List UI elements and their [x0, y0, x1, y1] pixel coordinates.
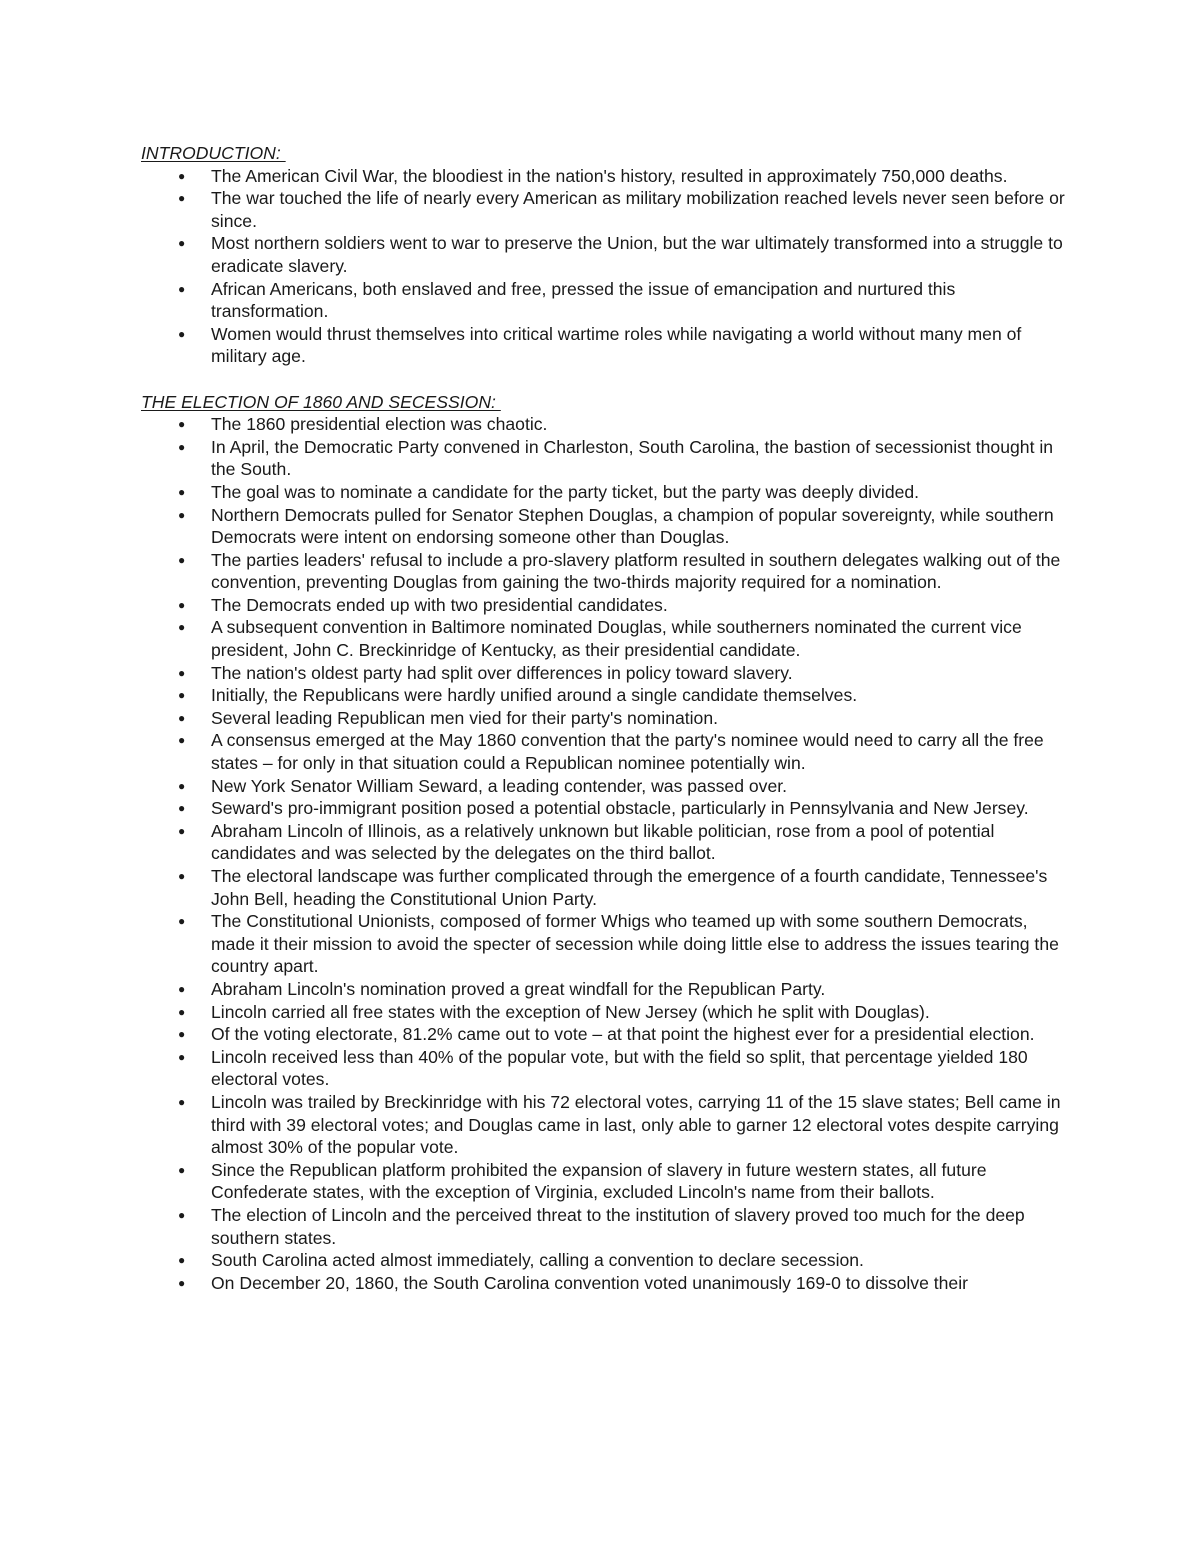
list-item-text: Lincoln was trailed by Breckinridge with his 72 electoral votes, carrying 11 of the 15 slave states; Bell came in third with 39 electoral votes; and Douglas came in last, only able to garner 12 electoral votes despite carrying almost 30% of the popular vote.	[211, 1091, 1061, 1158]
list-item-text: Initially, the Republicans were hardly unified around a single candidate themselves.	[211, 685, 858, 706]
list-item	[141, 413, 1071, 436]
bullet-icon: ●	[178, 710, 186, 725]
bullet-icon: ●	[178, 281, 186, 296]
list-item-text: The Constitutional Unionists, composed of former Whigs who teamed up with some southern Democrats, made it their mission to avoid the specter of secession while doing little else to address the issues tearing the country apart.	[211, 911, 1059, 977]
list-item-text: South Carolina acted almost immediately, calling a convention to declare secession.	[211, 1250, 864, 1271]
bullet-list	[141, 165, 1071, 368]
bullet-icon: ●	[178, 823, 186, 838]
list-item-text: The parties leaders' refusal to include a pro-slavery platform resulted in southern delegates walking out of the convention, preventing Douglas from gaining the two-thirds majority required for a nomination.	[211, 549, 1061, 593]
list-item-text: Abraham Lincoln's nomination proved a great windfall for the Republican Party.	[211, 978, 826, 999]
list-item-text: Women would thrust themselves into critical wartime roles while navigating a world without many men of military age.	[211, 323, 1022, 367]
bullet-icon: ●	[178, 191, 186, 206]
bullet-icon: ●	[178, 597, 186, 612]
bullet-icon: ●	[178, 1004, 186, 1019]
bullet-icon: ●	[178, 484, 186, 499]
list-item	[141, 1159, 1071, 1204]
list-item	[141, 232, 1071, 277]
section-heading: INTRODUCTION:	[141, 143, 286, 163]
bullet-icon: ●	[178, 801, 186, 816]
list-item-text: Of the voting electorate, 81.2% came out to vote – at that point the highest ever for a presidential election.	[211, 1024, 1035, 1045]
list-item	[141, 187, 1071, 232]
bullet-icon: ●	[178, 552, 186, 567]
list-item-text: African Americans, both enslaved and free, pressed the issue of emancipation and nurtured this transformation.	[211, 278, 956, 322]
list-item	[141, 775, 1071, 798]
bullet-icon: ●	[178, 981, 186, 996]
list-item-text: New York Senator William Seward, a leading contender, was passed over.	[211, 775, 788, 796]
list-item-text: In April, the Democratic Party convened in Charleston, South Carolina, the bastion of secessionist thought in the South.	[211, 436, 1054, 480]
list-item	[141, 707, 1071, 730]
list-item-text: The electoral landscape was further complicated through the emergence of a fourth candidate, Tennessee's John Bell, heading the Constitutional Union Party.	[211, 866, 1048, 909]
section-introduction	[141, 142, 1071, 368]
list-item-text: The 1860 presidential election was chaotic.	[211, 414, 548, 435]
list-item	[141, 1001, 1071, 1024]
list-item	[141, 436, 1071, 481]
list-item-text: Seward's pro-immigrant position posed a potential obstacle, particularly in Pennsylvania and New Jersey.	[211, 798, 1029, 819]
list-item	[141, 662, 1071, 685]
list-item	[141, 1091, 1071, 1159]
list-item	[141, 616, 1071, 661]
bullet-icon: ●	[178, 1253, 186, 1268]
list-item-text: On December 20, 1860, the South Carolina convention voted unanimously 169-0 to dissolve their	[211, 1272, 968, 1293]
bullet-icon: ●	[178, 236, 186, 251]
list-item	[141, 797, 1071, 820]
list-item	[141, 684, 1071, 707]
list-item	[141, 729, 1071, 774]
list-item-text: The nation's oldest party had split over differences in policy toward slavery.	[211, 662, 793, 683]
list-item-text: Abraham Lincoln of Illinois, as a relatively unknown but likable politician, rose from a pool of potential candidates and was selected by the delegates on the third ballot.	[211, 820, 995, 864]
list-item	[141, 323, 1071, 368]
list-item	[141, 278, 1071, 323]
bullet-icon: ●	[178, 1207, 186, 1222]
bullet-icon: ●	[178, 417, 186, 432]
section-heading: THE ELECTION OF 1860 AND SECESSION:	[141, 391, 501, 412]
bullet-icon: ●	[178, 507, 186, 522]
list-item	[141, 1023, 1071, 1046]
section-spacer	[141, 368, 1071, 391]
list-item	[141, 978, 1071, 1001]
list-item-text: Several leading Republican men vied for their party's nomination.	[211, 707, 719, 728]
list-item	[141, 1046, 1071, 1091]
list-item	[141, 820, 1071, 865]
list-item-text: The election of Lincoln and the perceived threat to the institution of slavery proved too much for the deep southern states.	[211, 1204, 1025, 1248]
bullet-icon: ●	[178, 1027, 186, 1042]
bullet-icon: ●	[178, 733, 186, 748]
list-item-text: The war touched the life of nearly every American as military mobilization reached levels never seen before or since.	[211, 188, 1065, 231]
list-item-text: Most northern soldiers went to war to preserve the Union, but the war ultimately transformed into a struggle to eradicate slavery.	[211, 233, 1063, 276]
list-item	[141, 594, 1071, 617]
list-item-text: Since the Republican platform prohibited the expansion of slavery in future western states, all future Confederate states, with the exception of Virginia, excluded Lincoln's name from their ballots.	[211, 1159, 987, 1203]
list-item-text: Lincoln carried all free states with the exception of New Jersey (which he split with Douglas).	[211, 1001, 930, 1022]
bullet-icon: ●	[178, 1049, 186, 1064]
bullet-icon: ●	[178, 688, 186, 703]
bullet-icon: ●	[178, 439, 186, 454]
list-item-text: A subsequent convention in Baltimore nominated Douglas, while southerners nominated the current vice president, John C. Breckinridge of Kentucky, as their presidential candidate.	[211, 617, 1022, 661]
bullet-list	[141, 413, 1071, 1294]
list-item-text: The American Civil War, the bloodiest in the nation's history, resulted in approximately 750,000 deaths.	[211, 165, 1008, 186]
document-page	[141, 142, 1071, 1294]
section-election-1860	[141, 391, 1071, 1295]
list-item	[141, 1204, 1071, 1249]
bullet-icon: ●	[178, 869, 186, 883]
bullet-icon: ●	[178, 778, 186, 793]
bullet-icon: ●	[178, 914, 186, 929]
list-item-text: Northern Democrats pulled for Senator Stephen Douglas, a champion of popular sovereignty, while southern Democrats were intent on endorsing someone other than Douglas.	[211, 504, 1054, 548]
bullet-icon: ●	[178, 620, 186, 635]
list-item	[141, 481, 1071, 504]
list-item	[141, 165, 1071, 188]
bullet-icon: ●	[178, 168, 186, 183]
list-item	[141, 910, 1071, 978]
list-item	[141, 1249, 1071, 1272]
list-item	[141, 549, 1071, 594]
list-item-text: The goal was to nominate a candidate for the party ticket, but the party was deeply divided.	[211, 481, 920, 502]
list-item-text: Lincoln received less than 40% of the popular vote, but with the field so split, that percentage yielded 180 electoral votes.	[211, 1046, 1028, 1090]
bullet-icon: ●	[178, 1162, 186, 1177]
list-item-text: The Democrats ended up with two presidential candidates.	[211, 594, 668, 615]
bullet-icon: ●	[178, 665, 186, 680]
list-item	[141, 504, 1071, 549]
list-item	[141, 865, 1071, 910]
list-item	[141, 1272, 1071, 1295]
bullet-icon: ●	[178, 326, 186, 341]
bullet-icon: ●	[178, 1094, 186, 1109]
list-item-text: A consensus emerged at the May 1860 convention that the party's nominee would need to carry all the free states – for only in that situation could a Republican nominee potentially win.	[211, 730, 1044, 774]
bullet-icon: ●	[178, 1275, 186, 1290]
